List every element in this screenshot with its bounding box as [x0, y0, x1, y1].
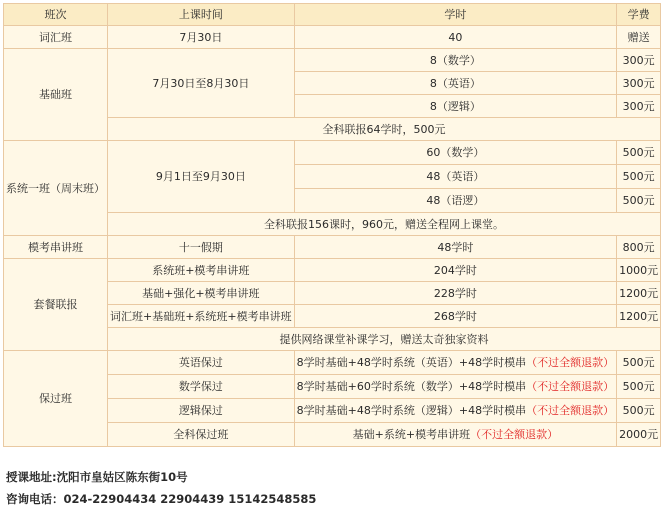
- mock-fee: 800元: [617, 236, 660, 258]
- package-hours-3: 268学时: [295, 305, 616, 327]
- guarantee-name-4: 全科保过班: [108, 423, 294, 446]
- header-time: 上课时间: [108, 4, 294, 25]
- table-row-system-1: [4, 141, 660, 164]
- guarantee-hours-cell-2: [295, 375, 616, 398]
- mock-class: 模考串讲班: [4, 236, 107, 258]
- basic-hours-3: 8（逻辑）: [295, 95, 616, 117]
- basic-fee-2: 300元: [617, 72, 660, 94]
- guarantee-note-1: （不过全额退款）: [526, 356, 615, 369]
- table-header-row: [4, 4, 660, 25]
- system-class: 系统一班（周末班）: [4, 141, 107, 235]
- vocab-class: 词汇班: [4, 26, 107, 48]
- course-schedule-table: [3, 3, 661, 447]
- guarantee-hours-1: 8学时基础+48学时系统（英语）+48学时模串: [296, 356, 527, 369]
- guarantee-note-3: （不过全额退款）: [526, 404, 615, 417]
- guarantee-hours-cell-3: [295, 399, 616, 422]
- header-class: 班次: [4, 4, 107, 25]
- guarantee-hours-cell-4: [295, 423, 616, 446]
- guarantee-name-1: 英语保过: [108, 351, 294, 374]
- guarantee-class: 保过班: [4, 351, 107, 446]
- package-class: 套餐联报: [4, 259, 107, 350]
- guarantee-fee-3: 500元: [617, 399, 660, 422]
- guarantee-note-2: （不过全额退款）: [526, 380, 615, 393]
- table-row-mock: [4, 236, 660, 258]
- basic-hours-1: 8（数学）: [295, 49, 616, 71]
- system-hours-3: 48（语逻）: [295, 189, 616, 212]
- table-row-guarantee-1: [4, 351, 660, 374]
- header-fee: 学费: [617, 4, 660, 25]
- system-hours-2: 48（英语）: [295, 165, 616, 188]
- guarantee-name-3: 逻辑保过: [108, 399, 294, 422]
- basic-summary: 全科联报64学时，500元: [108, 118, 660, 140]
- system-time: 9月1日至9月30日: [108, 141, 294, 212]
- package-hours-1: 204学时: [295, 259, 616, 281]
- basic-class: 基础班: [4, 49, 107, 140]
- table-row-package-1: [4, 259, 660, 281]
- table-row-vocab: [4, 26, 660, 48]
- system-fee-1: 500元: [617, 141, 660, 164]
- basic-fee-3: 300元: [617, 95, 660, 117]
- basic-hours-2: 8（英语）: [295, 72, 616, 94]
- package-fee-2: 1200元: [617, 282, 660, 304]
- mock-hours: 48学时: [295, 236, 616, 258]
- basic-fee-1: 300元: [617, 49, 660, 71]
- package-combo-1: 系统班+模考串讲班: [108, 259, 294, 281]
- vocab-fee: 赠送: [617, 26, 660, 48]
- system-hours-1: 60（数学）: [295, 141, 616, 164]
- system-fee-3: 500元: [617, 189, 660, 212]
- guarantee-fee-4: 2000元: [617, 423, 660, 446]
- vocab-hours: 40: [295, 26, 616, 48]
- guarantee-fee-1: 500元: [617, 351, 660, 374]
- guarantee-hours-3: 8学时基础+48学时系统（逻辑）+48学时模串: [296, 404, 527, 417]
- system-summary: 全科联报156课时，960元，赠送全程网上课堂。: [108, 213, 660, 235]
- phone-line: 咨询电话：024-22904434 22904439 15142548585: [6, 492, 317, 506]
- vocab-time: 7月30日: [108, 26, 294, 48]
- package-fee-3: 1200元: [617, 305, 660, 327]
- guarantee-note-4: （不过全额退款）: [470, 428, 559, 441]
- basic-time: 7月30日至8月30日: [108, 49, 294, 117]
- package-combo-3: 词汇班+基础班+系统班+模考串讲班: [108, 305, 294, 327]
- guarantee-fee-2: 500元: [617, 375, 660, 398]
- header-hours: 学时: [295, 4, 616, 25]
- guarantee-hours-4: 基础+系统+模考串讲班: [352, 428, 471, 441]
- table-row-basic-1: [4, 49, 660, 71]
- package-summary: 提供网络课堂补课学习，赠送太奇独家资料: [108, 328, 660, 350]
- package-hours-2: 228学时: [295, 282, 616, 304]
- package-fee-1: 1000元: [617, 259, 660, 281]
- mock-time: 十一假期: [108, 236, 294, 258]
- system-fee-2: 500元: [617, 165, 660, 188]
- address-line: 授课地址:沈阳市皇姑区陈东街10号: [6, 470, 188, 484]
- guarantee-hours-cell-1: [295, 351, 616, 374]
- package-combo-2: 基础+强化+模考串讲班: [108, 282, 294, 304]
- guarantee-hours-2: 8学时基础+60学时系统（数学）+48学时模串: [296, 380, 527, 393]
- guarantee-name-2: 数学保过: [108, 375, 294, 398]
